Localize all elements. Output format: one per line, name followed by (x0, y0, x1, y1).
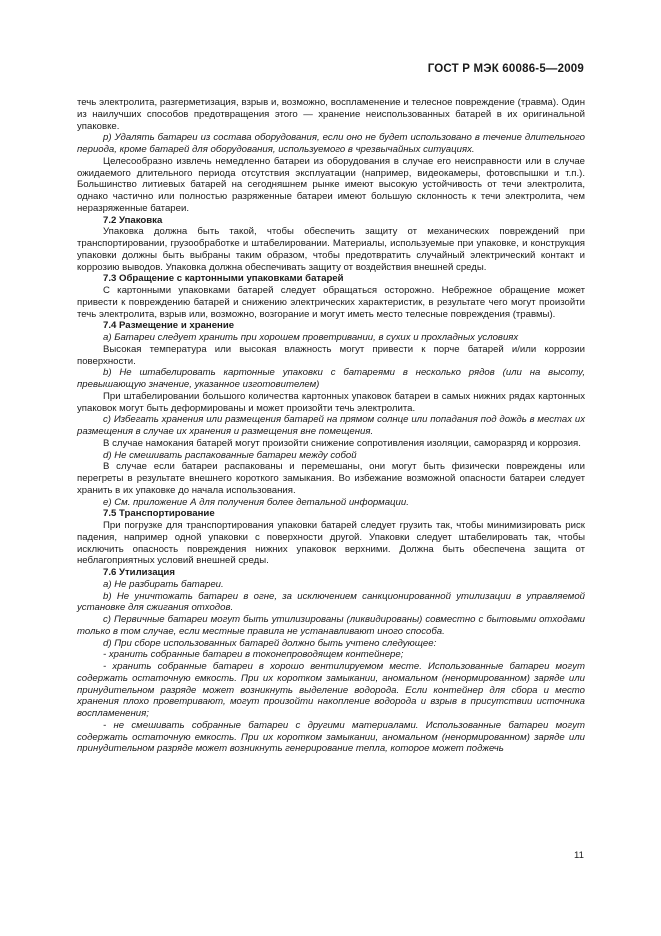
paragraph: b) Не штабелировать картонные упаковки с батареями в несколько рядов (или на высоту, превышающую значение, указанное изготовителем) (77, 367, 585, 390)
document-body (77, 97, 585, 755)
paragraph: В случае намокания батарей могут произойти снижение сопротивления изоляции, саморазряд и коррозия. (103, 437, 581, 449)
paragraph: a) Батареи следует хранить при хорошем проветривании, в сухих и прохладных условиях (103, 332, 519, 343)
section-heading: 7.4 Размещение и хранение (103, 320, 235, 332)
paragraph: c) Избегать хранения или размещения батарей на прямом солнце или попадания под дождь в местах их размещения в случае их хранения и размещения вне помещения. (77, 414, 585, 437)
paragraph: течь электролита, разгерметизация, взрыв и, возможно, воспламенение и телесное повреждение (травма). Один из наилучших способов предотвращения этого — хранение неиспользованных батарей в их оригинальной упаковке. (77, 97, 585, 132)
paragraph: С картонными упаковками батарей следует обращаться осторожно. Небрежное обращение может привести к повреждению батарей и снижению электрических характеристик, в результате чего могут произойти течь электролита, взрыв или, возможно, возгорание и могут иметь место телесные повреждения (травмы). (77, 285, 585, 320)
paragraph: p) Удалять батареи из состава оборудования, если оно не будет использовано в течение длительного периода, кроме батарей для оборудования, используемого в чрезвычайных ситуациях. (77, 132, 585, 155)
paragraph: a) Не разбирать батареи. (103, 578, 224, 590)
section-heading: 7.6 Утилизация (103, 567, 175, 578)
paragraph: Высокая температура или высокая влажность могут привести к порче батарей и/или коррозии поверхности. (77, 343, 585, 367)
paragraph: d) При сборе использованных батарей должно быть учтено следующее: (103, 637, 437, 649)
paragraph: Целесообразно извлечь немедленно батареи из оборудования в случае его неисправности или в случае ожидаемого длительного периода отсутствия эксплуатации (например, видеокамеры, фотовспышки и т.п.). Большинство литиевых батарей на сегодняшнем рынке имеют высокую устойчивость от течи электролита, однако частично или полностью разряженные батареи имеют большую склонность к течи электролита, чем неразряженные батареи. (77, 155, 585, 214)
paragraph: - не смешивать собранные батареи с другими материалами. Использованные батареи могут содержать остаточную емкость. При их коротком замыкании, аномальном (ненормированном) заряде или принудительном разряде может возникнуть генерирование тепла, которое может поджечь (77, 719, 585, 755)
paragraph: d) Не смешивать распакованные батареи между собой (103, 449, 357, 461)
paragraph: При штабелировании большого количества картонных упаковок батареи в самых нижних рядах картонных упаковок могут быть деформированы и может произойти течь электролита. (77, 390, 585, 414)
section-heading: 7.5 Транспортирование (103, 508, 215, 520)
paragraph: Упаковка должна быть такой, чтобы обеспечить защиту от механических повреждений при транспортировании, грузообработке и штабелировании. Материалы, используемые при упаковке, и конструкция упаковки должны быть выбраны таким образом, чтобы предотвратить случайный электрический контакт и коррозию выводов. Упаковка должна обеспечивать защиту от воздействия внешней среды. (77, 226, 585, 273)
paragraph: - хранить собранные батареи в токонепроводящем контейнере; (103, 649, 404, 661)
paragraph: - хранить собранные батареи в хорошо вентилируемом месте. Использованные батареи могут содержать остаточную емкость. При их коротком замыкании, аномальном (ненормированном) заряде или принудительном разряде может возникнуть выделение водорода. Если контейнер для сбора и место хранения плохо проветривают, могут произойти накопление водорода и взрыв в присутствии источника воспламенения; (77, 661, 585, 719)
page-number: 11 (574, 850, 584, 861)
paragraph: При погрузке для транспортирования упаковки батарей следует грузить так, чтобы минимизировать риск падения, например одной упаковки с поверхности другой. Упаковки следует штабелировать так, чтобы исключить опасность повреждения нижних упаковок верхними. Должна быть обеспечена защита от неблагоприятных условий внешней среды. (77, 520, 585, 567)
standard-header: ГОСТ Р МЭК 60086-5—2009 (427, 63, 584, 75)
paragraph: e) См. приложение А для получения более детальной информации. (103, 496, 409, 508)
paragraph: В случае если батареи распакованы и перемешаны, они могут быть физически повреждены или перегреты в результате внешнего короткого замыкания. Во избежание возможной опасности батареи следует хранить в их упаковке до начала использования. (77, 461, 585, 496)
paragraph: b) Не уничтожать батареи в огне, за исключением санкционированной утилизации в управляемой установке для сжигания отходов. (77, 590, 585, 614)
section-heading: 7.3 Обращение с картонными упаковками батарей (103, 273, 344, 285)
paragraph: c) Первичные батареи могут быть утилизированы (ликвидированы) совместно с бытовыми отходами только в том случае, если местные правила не устанавливают иного способа. (77, 614, 585, 637)
section-heading: 7.2 Упаковка (103, 214, 163, 226)
